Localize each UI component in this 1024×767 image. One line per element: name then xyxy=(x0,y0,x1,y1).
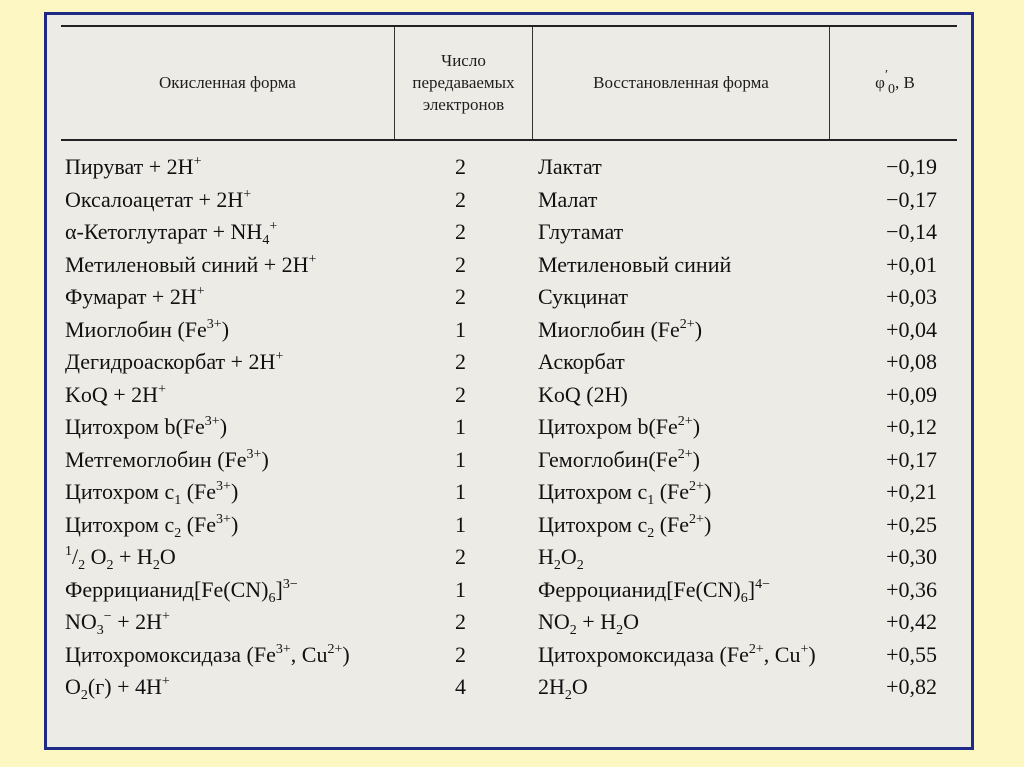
reduced-form-cell: $Ферроцианид[Fe(CN)_6]^{4-}$ xyxy=(538,576,770,606)
potential-cell: −0,19 xyxy=(886,154,937,179)
reduced-form-cell: $Гемоглобин(Fe^{2+})$ xyxy=(538,446,700,472)
potential-cell: +0,42 xyxy=(886,609,937,634)
oxidized-form-cell: $Феррицианид[Fe(CN)_6]^{3-}$ xyxy=(65,576,298,606)
reduced-form-cell: Аскорбат xyxy=(538,349,625,374)
potential-cell: +0,25 xyxy=(886,511,937,537)
reduced-form-cell: Цитохром $b(Fe^{2+})$ xyxy=(538,414,701,439)
electrons-cell: 1 xyxy=(455,576,466,602)
potential-cell: −0,17 xyxy=(886,186,937,212)
table-row xyxy=(47,671,971,704)
electrons-cell: 2 xyxy=(455,154,466,179)
electrons-cell: 1 xyxy=(455,511,466,537)
reduced-form-cell: Миоглобин $(Fe^{2+})$ xyxy=(538,316,703,342)
oxidized-form-cell: Метиленовый синий + 2H+ xyxy=(65,251,317,277)
potential-cell: −0,14 xyxy=(886,219,937,244)
oxidized-form-cell: $NO_3^- + 2H^+$ xyxy=(65,609,170,638)
reduced-form-cell: Метиленовый синий xyxy=(538,251,732,277)
table-row xyxy=(47,476,971,509)
table-row xyxy=(47,411,971,444)
header-oxidized-form: Окисленная форма xyxy=(159,73,296,92)
header-potential-label: $\varphi'_0$, В xyxy=(875,68,915,97)
potential-cell: +0,09 xyxy=(886,381,937,407)
oxidized-form-cell: Метгемоглобин $(Fe^{3+})$ xyxy=(65,446,269,472)
electrons-cell: 2 xyxy=(455,186,466,212)
oxidized-form-cell: Цитохром $b(Fe^{3+})$ xyxy=(65,414,228,439)
oxidized-form-cell: Цитохром $c_2$ $(Fe^{3+})$ xyxy=(65,511,239,541)
electrons-cell: 1 xyxy=(455,479,466,504)
electrons-cell: 2 xyxy=(455,219,466,244)
oxidized-form-cell: Фумарат + 2H+ xyxy=(65,284,205,309)
header-electrons-line3: электронов xyxy=(422,95,505,114)
oxidized-form-cell: KoQ + 2H+ xyxy=(65,381,166,407)
table-row xyxy=(47,541,971,574)
potential-cell: +0,01 xyxy=(886,251,937,277)
reduced-form-cell: Лактат xyxy=(538,154,602,179)
potential-cell: +0,03 xyxy=(886,284,937,309)
oxidized-form-cell: Цитохромоксидаза ($Fe^{3+}$, $Cu^{2+}$) xyxy=(65,641,350,667)
header-bottom-rule xyxy=(61,139,957,141)
table-row xyxy=(47,249,971,282)
header-electrons xyxy=(395,27,532,139)
header-potential xyxy=(830,27,960,139)
table-row xyxy=(47,379,971,412)
oxidized-form-cell: Дегидроаскорбат + 2H+ xyxy=(65,349,284,374)
header-electrons-line2: передаваемых xyxy=(412,73,515,92)
header-electrons-line1: Число xyxy=(441,51,486,70)
oxidized-form-cell: $O_2(г) + 4H^+$ xyxy=(65,674,170,703)
table-row xyxy=(47,606,971,639)
potential-cell: +0,08 xyxy=(886,349,937,374)
electrons-cell: 1 xyxy=(455,446,466,472)
electrons-cell: 2 xyxy=(455,641,466,667)
electrons-cell: 4 xyxy=(455,674,466,699)
reduced-form-cell: Глутамат xyxy=(538,219,624,244)
electrons-cell: 2 xyxy=(455,251,466,277)
reduced-form-cell: Цитохром $c_2$ $(Fe^{2+})$ xyxy=(538,511,712,541)
electrons-cell: 2 xyxy=(455,349,466,374)
potential-cell: +0,55 xyxy=(886,641,937,667)
reduced-form-cell: $2H_2O$ xyxy=(538,674,588,703)
oxidized-form-cell: $^1/_2$ $O_2 + H_2O$ xyxy=(65,544,176,573)
reduced-form-cell: Цитохром $c_1$ $(Fe^{2+})$ xyxy=(538,479,712,508)
oxidized-form-cell: α-Кетоглутарат + $NH_4^+$ xyxy=(65,219,278,248)
oxidized-form-cell: Оксалоацетат + 2H+ xyxy=(65,186,252,212)
table-row xyxy=(47,444,971,477)
reduced-form-cell: Малат xyxy=(538,186,598,212)
table-row xyxy=(47,184,971,217)
electrons-cell: 2 xyxy=(455,381,466,407)
oxidized-form-cell: Цитохром $c_1$ $(Fe^{3+})$ xyxy=(65,479,239,508)
table-row xyxy=(47,639,971,672)
reduced-form-cell: $NO_2 + H_2O$ xyxy=(538,609,639,638)
table-row xyxy=(47,151,971,184)
reduced-form-cell: Сукцинат xyxy=(538,284,628,309)
table-row xyxy=(47,314,971,347)
potential-cell: +0,36 xyxy=(886,576,937,602)
potential-cell: +0,12 xyxy=(886,414,937,439)
electrons-cell: 2 xyxy=(455,544,466,569)
electrons-cell: 1 xyxy=(455,414,466,439)
electrons-cell: 1 xyxy=(455,316,466,342)
oxidized-form-cell: Пируват + 2H+ xyxy=(65,154,202,179)
potential-cell: +0,04 xyxy=(886,316,937,342)
table-body xyxy=(47,151,971,704)
reduced-form-cell: KoQ (2H) xyxy=(538,381,628,407)
table-row xyxy=(47,281,971,314)
header-reduced-form: Восстановленная форма xyxy=(593,73,769,92)
table-row xyxy=(47,574,971,607)
table-row xyxy=(47,346,971,379)
potential-cell: +0,30 xyxy=(886,544,937,569)
reduced-form-cell: Цитохромоксидаза ($Fe^{2+}$, Cu+) xyxy=(538,641,816,667)
table-row xyxy=(47,509,971,542)
electrons-cell: 2 xyxy=(455,609,466,634)
potential-cell: +0,17 xyxy=(886,446,937,472)
potential-cell: +0,21 xyxy=(886,479,937,504)
table-row xyxy=(47,216,971,249)
reduced-form-cell: $H_2O_2$ xyxy=(538,544,584,573)
potential-cell: +0,82 xyxy=(886,674,937,699)
oxidized-form-cell: Миоглобин $(Fe^{3+})$ xyxy=(65,316,230,342)
electrons-cell: 2 xyxy=(455,284,466,309)
slide-frame xyxy=(44,12,974,750)
